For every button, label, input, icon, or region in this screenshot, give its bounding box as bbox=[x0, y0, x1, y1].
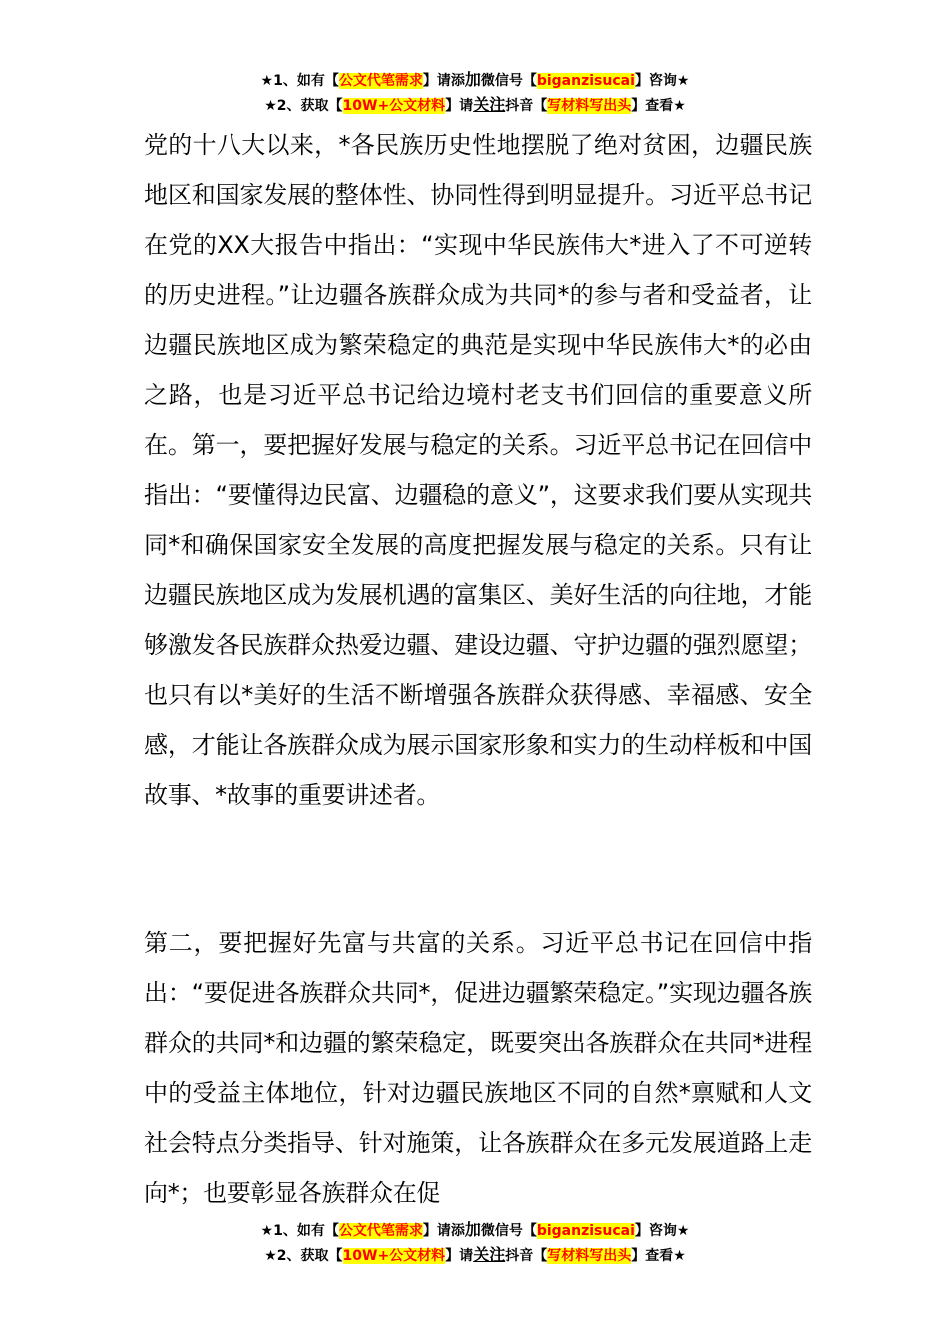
header-line2-mid2: 抖音【 bbox=[505, 98, 548, 114]
header-line1-mid2: 微信号【 bbox=[480, 73, 537, 89]
header-line1-suffix: 】咨询★ bbox=[634, 73, 690, 89]
footer-line1-suffix: 】咨询★ bbox=[634, 1223, 690, 1239]
footer-line2-highlight-materials: 10W+公文材料 bbox=[342, 1248, 446, 1264]
header-line1-highlight-service: 公文代笔需求 bbox=[338, 73, 423, 89]
body-paragraph-2: 第二，要把握好先富与共富的关系。习近平总书记在回信中指出：“要促进各族群众共同*，促进边疆繁荣稳定。”实现边疆各族群众的共同*和边疆的繁荣稳定，既要突出各族群众在共同*进程中的受益主体地位，针对边疆民族地区不同的自然*禀赋和人文社会特点分类指导、针对施策，让各族群众在多元发展道路上走向*；也要彰显各族群众在促 bbox=[144, 929, 812, 1207]
body-section-2 bbox=[144, 918, 812, 1218]
body-paragraph-1: 党的十八大以来，*各民族历史性地摆脱了绝对贫困，边疆民族地区和国家发展的整体性、协同性得到明显提升。习近平总书记在党的XX大报告中指出：“实现中华民族伟大*进入了不可逆转的历史进程。”让边疆各族群众成为共同*的参与者和受益者，让边疆民族地区成为繁荣稳定的典范是实现中华民族伟大*的必由之路，也是习近平总书记给边境村老支书们回信的重要意义所在。第一，要把握好发展与稳定的关系。习近平总书记在回信中指出：“要懂得边民富、边疆稳的意义”，这要求我们要从实现共同*和确保国家安全发展的高度把握发展与稳定的关系。只有让边疆民族地区成为发展机遇的富集区、美好生活的向往地，才能够激发各民族群众热爱边疆、建设边疆、守护边疆的强烈愿望；也只有以*美好的生活不断增强各族群众获得感、幸福感、安全感，才能让各族群众成为展示国家形象和实力的生动样板和中国故事、*故事的重要讲述者。 bbox=[144, 131, 812, 809]
header-line1-highlight-wechat: biganzisucai bbox=[536, 73, 635, 89]
body-section-1 bbox=[144, 120, 812, 820]
header-line2-mid1: 】请 bbox=[445, 98, 474, 114]
footer-banner bbox=[0, 1218, 950, 1268]
footer-line1-highlight-wechat: biganzisucai bbox=[536, 1223, 635, 1239]
footer-line1-emph: 加 bbox=[464, 1220, 481, 1239]
footer-line2-suffix: 】查看★ bbox=[631, 1248, 686, 1264]
footer-line2-mid2: 抖音【 bbox=[505, 1248, 548, 1264]
footer-line2-prefix: ★2、获取【 bbox=[264, 1248, 343, 1264]
header-line2-highlight-douyin: 写材料写出头 bbox=[547, 98, 632, 114]
footer-banner-line-1 bbox=[0, 1218, 950, 1243]
footer-line2-mid1: 】请 bbox=[445, 1248, 474, 1264]
footer-line1-highlight-service: 公文代笔需求 bbox=[338, 1223, 423, 1239]
header-line1-emph: 加 bbox=[464, 70, 481, 89]
footer-line1-mid1: 】请添 bbox=[422, 1223, 465, 1239]
header-line1-prefix: ★1、如有【 bbox=[260, 73, 339, 89]
header-banner-line-1 bbox=[0, 68, 950, 93]
footer-line2-highlight-douyin: 写材料写出头 bbox=[547, 1248, 632, 1264]
footer-line1-prefix: ★1、如有【 bbox=[260, 1223, 339, 1239]
header-banner-line-2 bbox=[0, 93, 950, 118]
footer-line2-emph: 关注 bbox=[473, 1245, 506, 1264]
header-banner bbox=[0, 68, 950, 118]
header-line2-highlight-materials: 10W+公文材料 bbox=[342, 98, 446, 114]
header-line2-suffix: 】查看★ bbox=[631, 98, 686, 114]
footer-banner-line-2 bbox=[0, 1243, 950, 1268]
header-line2-emph: 关注 bbox=[473, 95, 506, 114]
footer-line1-mid2: 微信号【 bbox=[480, 1223, 537, 1239]
header-line2-prefix: ★2、获取【 bbox=[264, 98, 343, 114]
header-line1-mid1: 】请添 bbox=[422, 73, 465, 89]
